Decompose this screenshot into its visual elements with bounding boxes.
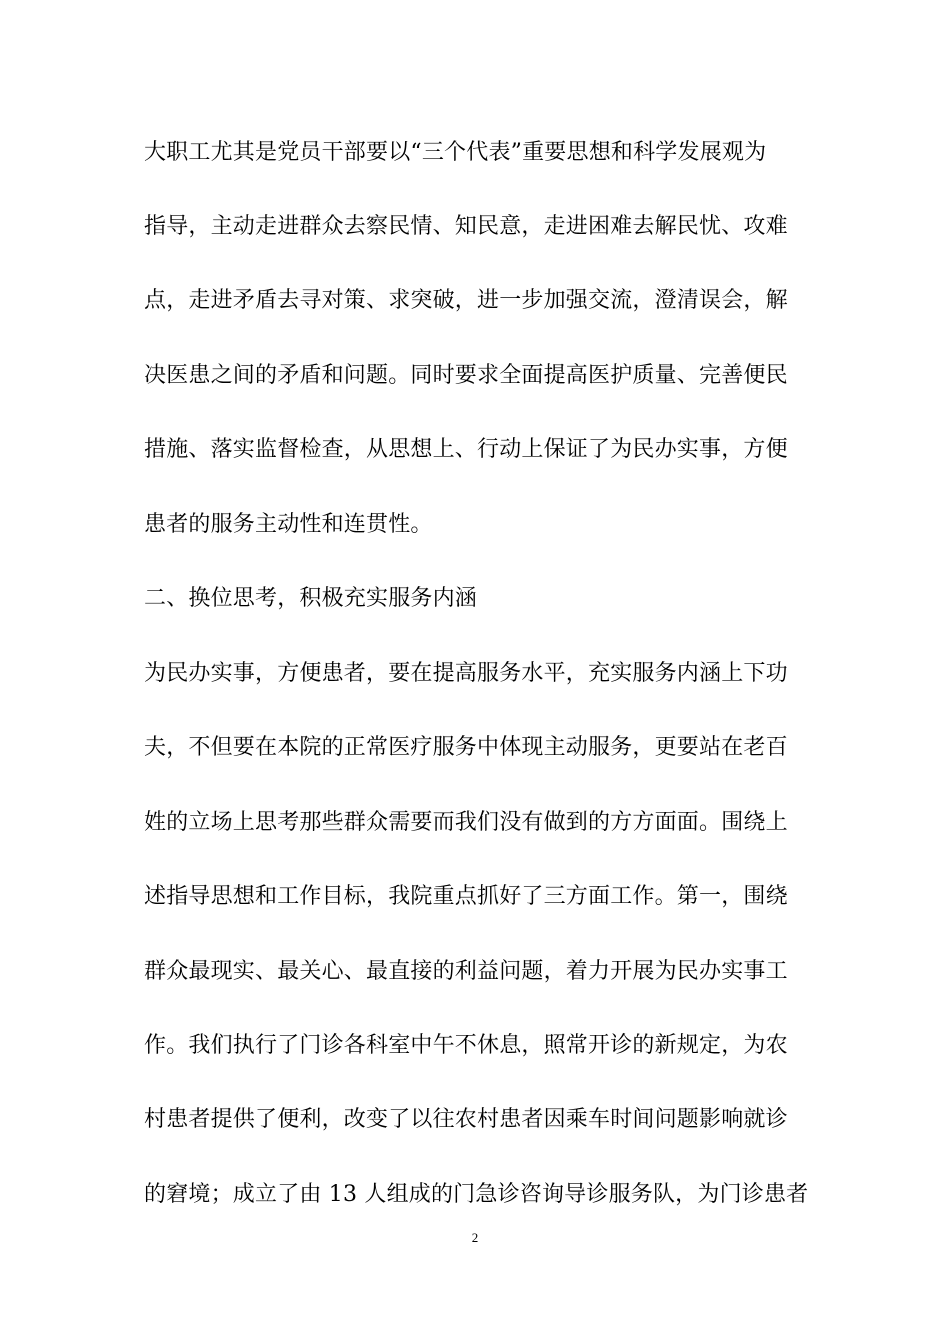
text-line: 姓的立场上思考那些群众需要而我们没有做到的方方面面。围绕上 [144,810,788,835]
text-line: 指导，主动走进群众去察民情、知民意，走进困难去解民忧、攻难 [144,214,788,239]
text-line: 述指导思想和工作目标，我院重点抓好了三方面工作。第一，围绕 [144,884,788,909]
text-line: 作。我们执行了门诊各科室中午不休息，照常开诊的新规定，为农 [144,1033,788,1058]
page-number: 2 [471,1230,479,1245]
text-line: 为民办实事，方便患者，要在提高服务水平，充实服务内涵上下功 [144,661,788,686]
text-line: 夫，不但要在本院的正常医疗服务中体现主动服务，更要站在老百 [144,735,788,760]
text-line: 大职工尤其是党员干部要以“三个代表”重要思想和科学发展观为 [144,140,767,165]
text-line: 措施、落实监督检查，从思想上、行动上保证了为民办实事，方便 [144,437,788,462]
text-line: 村患者提供了便利，改变了以往农村患者因乘车时间问题影响就诊 [144,1107,788,1132]
text-line: 的窘境；成立了由 13 人组成的门急诊咨询导诊服务队，为门诊患者 [144,1182,809,1207]
text-line: 群众最现实、最关心、最直接的利益问题，着力开展为民办实事工 [144,959,788,984]
text-line: 决医患之间的矛盾和问题。同时要求全面提高医护质量、完善便民 [144,363,788,388]
text-line: 患者的服务主动性和连贯性。 [144,512,433,537]
section-heading: 二、换位思考，积极充实服务内涵 [144,586,478,611]
text-line: 点，走进矛盾去寻对策、求突破，进一步加强交流，澄清误会，解 [144,288,788,313]
